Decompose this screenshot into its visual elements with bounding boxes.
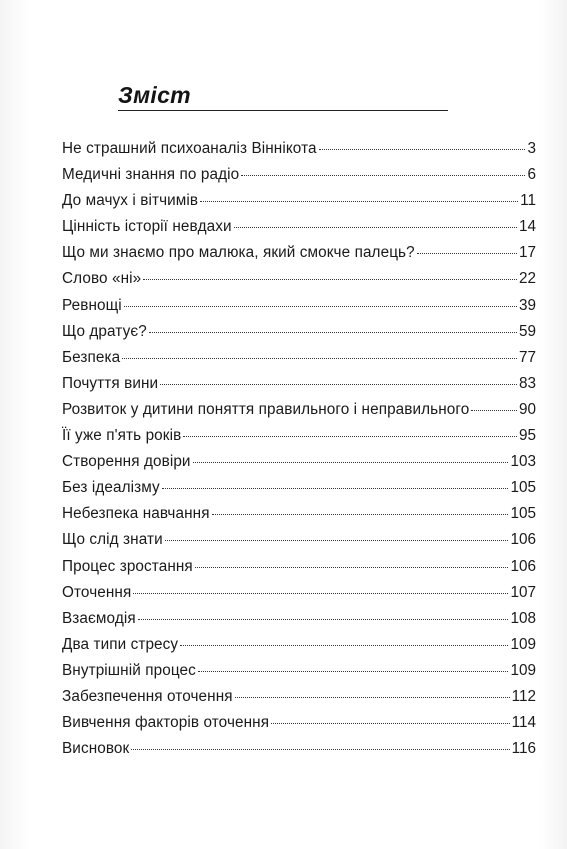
- toc-entry-page: 112: [511, 687, 536, 705]
- toc-entry-title: Безпека: [62, 348, 121, 366]
- toc-entry-title: Що слід знати: [62, 531, 163, 549]
- toc-entry-title: Створення довіри: [62, 453, 191, 471]
- toc-entry-title: Висновок: [62, 740, 130, 758]
- dot-leader: [165, 540, 509, 541]
- toc-entry-page: 6: [527, 166, 536, 184]
- dot-leader: [131, 749, 509, 750]
- toc-entry-title: Не страшний психоаналіз Віннікота: [62, 140, 317, 157]
- toc-entry: [62, 374, 536, 400]
- toc-entry-title: Її уже п'ять років: [62, 427, 182, 445]
- dot-leader: [319, 149, 526, 150]
- toc-entry-page: 116: [511, 740, 536, 758]
- toc-entry: [62, 191, 536, 217]
- toc-entry-title: Розвиток у дитини поняття правильного і неправильного: [62, 400, 470, 418]
- toc-entry: [62, 139, 536, 165]
- toc-entry-page: 11: [520, 192, 536, 210]
- toc-entry-page: 95: [518, 427, 536, 445]
- toc-entry: [62, 687, 536, 713]
- toc-entry-title: До мачух і вітчимів: [62, 192, 199, 210]
- dot-leader: [143, 279, 517, 280]
- toc-entry: [62, 426, 536, 452]
- dot-leader: [195, 567, 509, 568]
- toc-entry-page: 106: [510, 531, 536, 549]
- toc-entry: [62, 609, 536, 635]
- toc-entry-page: 109: [510, 635, 536, 653]
- toc-entry: [62, 713, 536, 739]
- toc-entry: [62, 322, 536, 348]
- dot-leader: [235, 697, 510, 698]
- toc-entry: [62, 557, 536, 583]
- dot-leader: [180, 645, 508, 646]
- toc-entry: [62, 504, 536, 530]
- toc-entry-title: Медичні знання по радіо: [62, 166, 240, 184]
- toc-entry-page: 103: [510, 453, 536, 471]
- toc-entry: [62, 583, 536, 609]
- toc-entry: [62, 296, 536, 322]
- toc-entry-title: Слово «ні»: [62, 270, 142, 288]
- toc-entry-title: Почуття вини: [62, 374, 159, 392]
- dot-leader: [183, 436, 517, 437]
- toc-entry-title: Внутрішній процес: [62, 661, 196, 679]
- toc-entry-page: 105: [510, 479, 536, 497]
- toc-entry-page: 114: [511, 714, 536, 732]
- dot-leader: [149, 332, 517, 333]
- dot-leader: [162, 488, 509, 489]
- toc-entry-page: 109: [510, 661, 536, 679]
- toc-entry-page: 105: [510, 505, 536, 523]
- toc-entry: [62, 243, 536, 269]
- toc-entry-title: Процес зростання: [62, 557, 193, 575]
- title-underline: [118, 110, 448, 111]
- toc-entry-title: Взаємодія: [62, 609, 136, 627]
- toc-entry-page: 22: [518, 270, 536, 288]
- toc-entry-page: 108: [510, 609, 536, 627]
- toc-entry-title: Небезпека навчання: [62, 505, 210, 523]
- dot-leader: [234, 227, 517, 228]
- toc-entry-title: Вивчення факторів оточення: [62, 714, 270, 732]
- toc-entry-page: 107: [510, 583, 536, 601]
- toc-entry-title: Що дратує?: [62, 322, 147, 340]
- table-of-contents: [62, 139, 536, 765]
- toc-entry: [62, 635, 536, 661]
- toc-entry-page: 39: [518, 296, 536, 314]
- toc-entry-title: Оточення: [62, 583, 132, 601]
- toc-entry: [62, 165, 536, 191]
- dot-leader: [212, 514, 509, 515]
- toc-entry-title: Що ми знаємо про малюка, який смокче палець?: [62, 244, 415, 262]
- toc-entry: [62, 348, 536, 374]
- toc-entry: [62, 217, 536, 243]
- toc-entry: [62, 739, 536, 765]
- dot-leader: [160, 384, 517, 385]
- toc-entry: [62, 478, 536, 504]
- toc-entry-page: 77: [518, 348, 536, 366]
- toc-entry: [62, 661, 536, 687]
- toc-entry: [62, 400, 536, 426]
- toc-entry-page: 3: [527, 140, 536, 157]
- dot-leader: [193, 462, 509, 463]
- toc-entry-title: Два типи стресу: [62, 635, 179, 653]
- dot-leader: [124, 306, 517, 307]
- toc-entry: [62, 452, 536, 478]
- dot-leader: [471, 410, 517, 411]
- dot-leader: [138, 619, 509, 620]
- dot-leader: [417, 253, 517, 254]
- toc-entry: [62, 530, 536, 556]
- dot-leader: [122, 358, 517, 359]
- dot-leader: [241, 175, 525, 176]
- toc-entry-title: Цінність історії невдахи: [62, 218, 232, 236]
- toc-entry: [62, 269, 536, 295]
- dot-leader: [198, 671, 509, 672]
- toc-entry-title: Без ідеалізму: [62, 479, 160, 497]
- toc-entry-page: 59: [518, 322, 536, 340]
- dot-leader: [271, 723, 510, 724]
- toc-entry-page: 14: [518, 218, 536, 236]
- dot-leader: [133, 593, 508, 594]
- toc-entry-page: 83: [518, 374, 536, 392]
- dot-leader: [200, 201, 518, 202]
- toc-entry-page: 90: [518, 400, 536, 418]
- page-title: Зміст: [118, 82, 191, 108]
- toc-entry-page: 106: [510, 557, 536, 575]
- toc-entry-title: Ревнощі: [62, 296, 122, 314]
- toc-entry-title: Забезпечення оточення: [62, 687, 233, 705]
- toc-entry-page: 17: [518, 244, 536, 262]
